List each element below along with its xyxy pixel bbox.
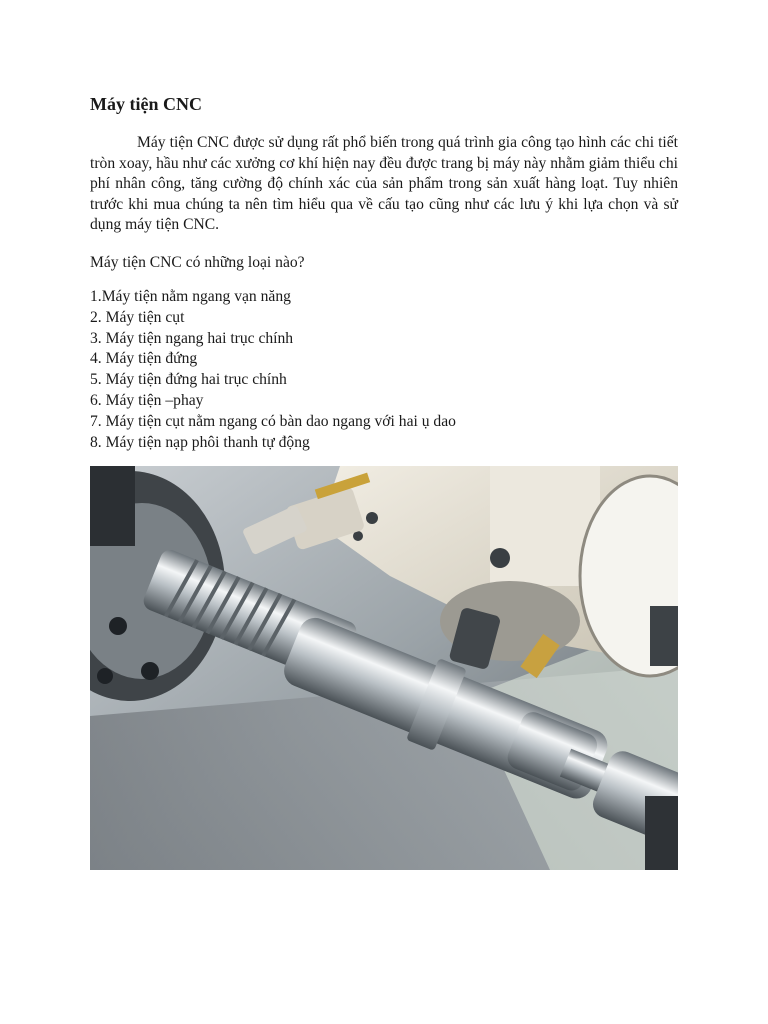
list-item: 5. Máy tiện đứng hai trục chính [90, 371, 287, 389]
types-list [90, 287, 456, 453]
cnc-lathe-photo [90, 466, 678, 870]
intro-paragraph: Máy tiện CNC được sử dụng rất phổ biến trong quá trình gia công tạo hình các chi tiết tròn xoay, hầu như các xưởng cơ khí hiện nay đều được trang bị máy này nhằm giảm thiểu chi phí nhân công, tăng cường độ chính xác của sản phẩm trong sản xuất hàng loạt. Tuy nhiên trước khi mua chúng ta nên tìm hiểu qua về cấu tạo cũng như các lưu ý khi lựa chọn và sử dụng máy tiện CNC. [90, 134, 678, 234]
list-item: 1.Máy tiện nằm ngang vạn năng [90, 288, 291, 305]
list-item: 3. Máy tiện ngang hai trục chính [90, 329, 294, 347]
list-item: 4. Máy tiện đứng [90, 350, 198, 368]
page-title: Máy tiện CNC [90, 94, 202, 114]
list-item: 2. Máy tiện cụt [90, 308, 185, 326]
list-item: 8. Máy tiện nạp phôi thanh tự động [90, 433, 310, 451]
types-question: Máy tiện CNC có những loại nào? [90, 254, 305, 271]
list-item: 6. Máy tiện –phay [90, 391, 204, 409]
list-item: 7. Máy tiện cụt nằm ngang có bàn dao ngang với hai ụ dao [90, 412, 456, 430]
